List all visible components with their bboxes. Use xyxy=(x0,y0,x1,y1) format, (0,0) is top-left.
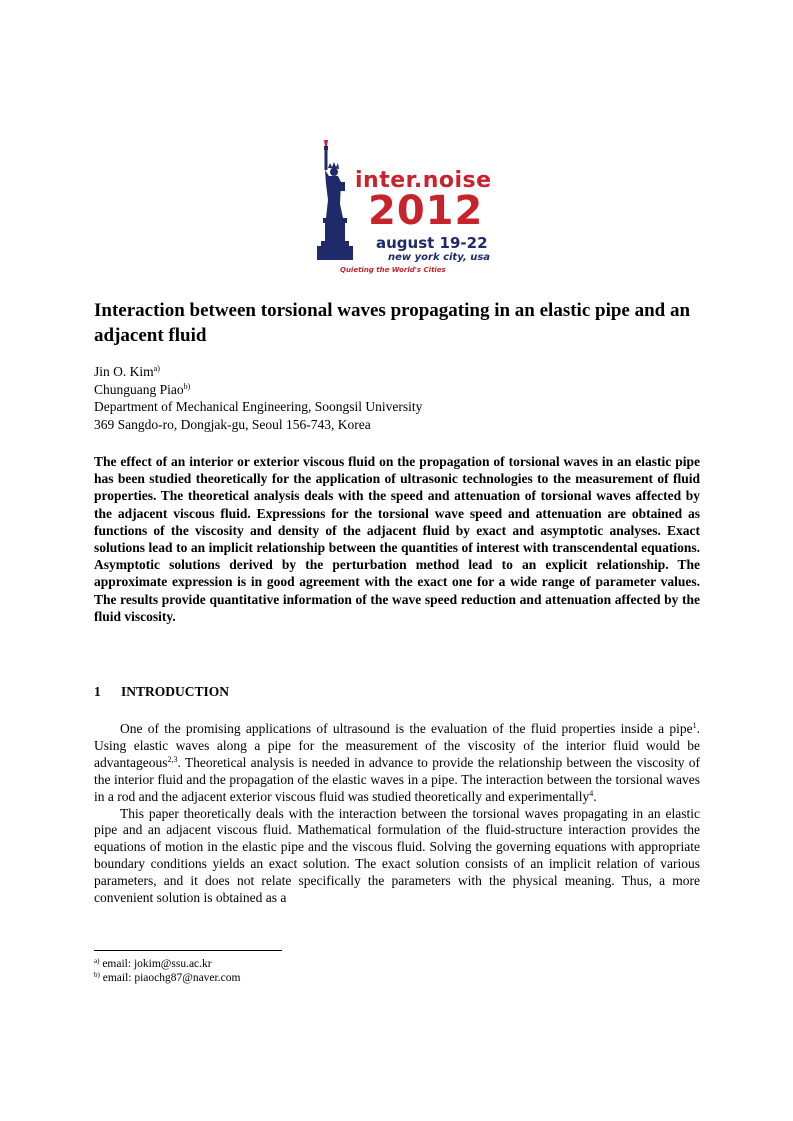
logo-city: new york city, usa xyxy=(388,252,491,263)
section-title: INTRODUCTION xyxy=(121,684,230,699)
citation-ref: 1 xyxy=(692,721,697,730)
author-2: Chunguang Piao$^{b)}$ xyxy=(94,381,191,397)
affiliation-address: 369 Sangdo-ro, Dongjak-gu, Seoul 156-743, Korea xyxy=(94,416,371,432)
footnote-b: $^{b)}$ email: piaochg87@naver.com xyxy=(94,971,241,984)
author-1-mark: a) xyxy=(153,364,160,373)
affiliation-dept: Department of Mechanical Engineering, Soongsil University xyxy=(94,399,423,414)
footnote-divider xyxy=(94,950,282,951)
section-number: 1 xyxy=(94,684,101,699)
abstract: The effect of an interior or exterior viscous fluid on the propagation of torsional waves in an elastic pipe has been studied theoretically for the application of ultrasonic technologies to the measurement of fluid properties. The theoretical analysis deals with the speed and attenuation of torsional waves affected by the adjacent viscous fluid. Expressions for the torsional wave speed and attenuation are obtained as functions of the viscosity and density of the adjacent fluid by exact and asymptotic analyses. Exact solutions lead to an implicit relationship between the quantities of interest with transcendental equations. Asymptotic solutions derived by the perturbation method lead to an explicit relationship. The approximate expression is in good agreement with the exact one for a wide range of parameter values. The results provide quantitative information of the wave speed reduction and attenuation affected by the fluid viscosity. xyxy=(94,454,700,624)
logo-year: 2012 xyxy=(368,188,484,234)
logo-date: august 19-22 xyxy=(376,234,488,252)
introduction-body xyxy=(94,721,700,907)
section-heading xyxy=(94,684,229,700)
statue-of-liberty-icon xyxy=(310,138,370,268)
citation-ref: 2,3 xyxy=(167,754,178,764)
logo-tagline: Quieting the World's Cities xyxy=(340,266,446,274)
paragraph-1: One of the promising applications of ultrasound is the evaluation of the fluid properties inside a pipe$^1$. Using elastic waves along a pipe for the measurement of the viscosity of the interior fluid would be advantageous$^{2,3}$. Theoretical analysis is needed in advance to provide the relationship between the viscosity of the interior fluid and the propagation of the elastic waves in a pipe. The interaction between the torsional waves in a rod and the adjacent exterior viscous fluid was studied theoretically and experimentally$^4$. xyxy=(94,721,700,804)
paper-title: Interaction between torsional waves propagating in an elastic pipe and an adjacent fluid xyxy=(94,300,691,346)
author-block xyxy=(94,363,422,433)
logo-wordmark: inter.noise xyxy=(355,168,492,193)
footnotes xyxy=(94,957,240,985)
citation-ref: 4 xyxy=(589,788,594,798)
footnote-b-email: email: piaochg87@naver.com xyxy=(99,972,241,984)
footnote-a-email: email: jokim@ssu.ac.kr xyxy=(99,958,212,970)
author-1: Jin O. Kim$^{a)}$ xyxy=(94,364,160,379)
conference-logo xyxy=(310,138,500,278)
footnote-a: $^{a)}$ email: jokim@ssu.ac.kr xyxy=(94,957,212,970)
author-2-mark: b) xyxy=(183,381,191,391)
paragraph-2: This paper theoretically deals with the interaction between the torsional waves propagating in an elastic pipe and an adjacent viscous fluid. Mathematical formulation of the fluid-structure interaction provides the equations of motion in the elastic pipe and the viscous fluid. Solving the governing equations with appropriate boundary conditions yields an exact solution. The exact solution consists of an implicit relation of various parameters, and it does not relate specifically the parameters with the physical meaning. Thus, a more convenient solution is obtained as a xyxy=(94,805,700,906)
